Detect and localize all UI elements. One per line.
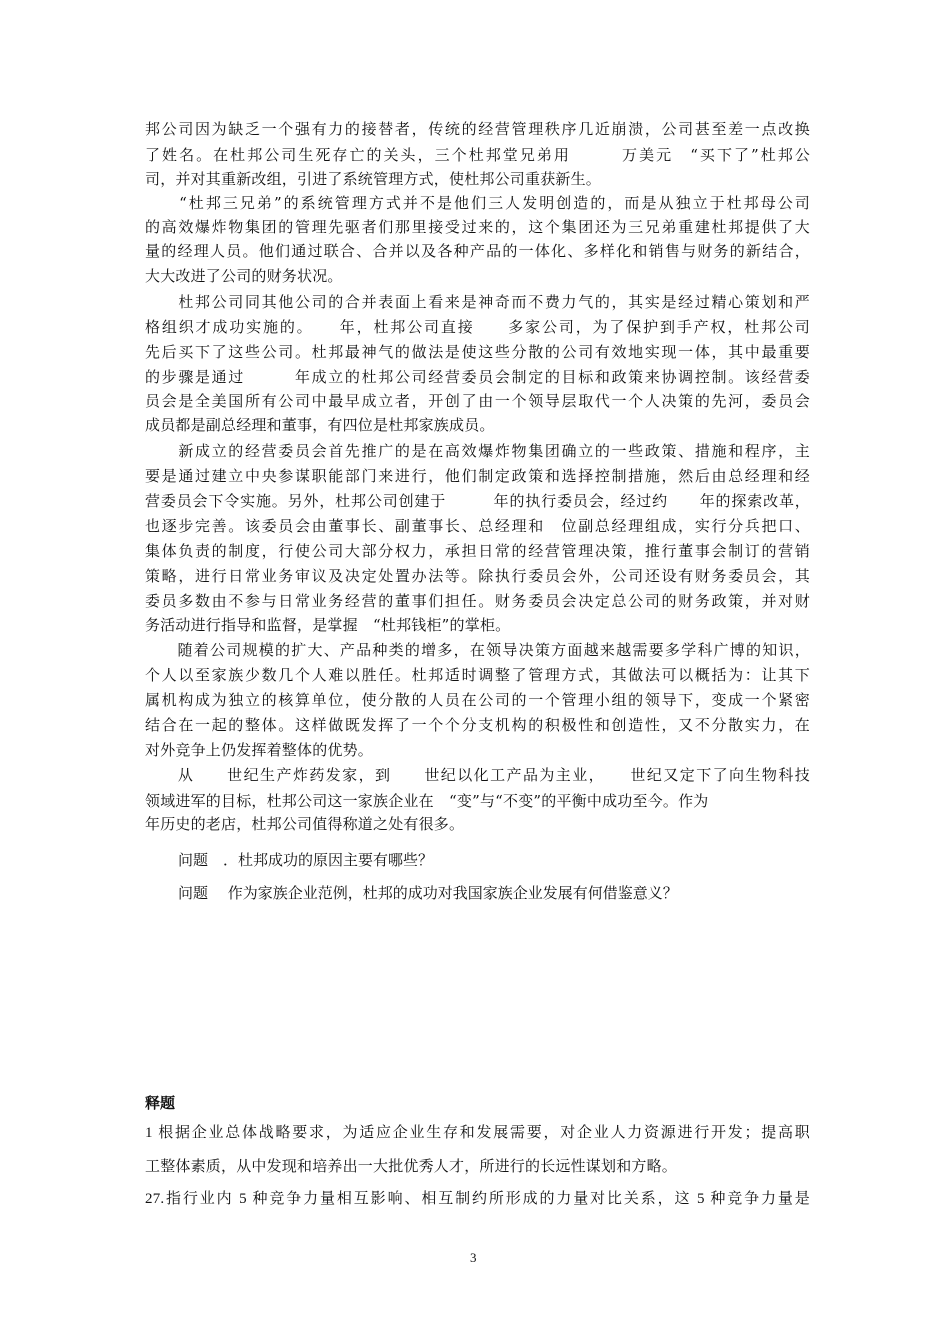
paragraph-line: 量的经理人员。他们通过联合、合并以及各种产品的一体化、多样化和销售与财务的新结合，	[145, 242, 810, 260]
section-heading: 释题	[145, 1094, 176, 1112]
paragraph-line: “杜邦三兄弟”的系统管理方式并不是他们三人发明创造的，而是从独立于杜邦母公司	[145, 194, 810, 212]
answer-line: 工整体素质，从中发现和培养出一大批优秀人才，所进行的长远性谋划和方略。	[145, 1159, 678, 1175]
paragraph-line: 也逐步完善。该委员会由董事长、副董事长、总经理和 位副总经理组成，实行分兵把口、	[145, 517, 810, 535]
paragraph-line: 成员都是副总经理和董事，有四位是杜邦家族成员。	[145, 416, 495, 434]
answer-line: 1 根据企业总体战略要求，为适应企业生存和发展需要，对企业人力资源进行开发；提高职	[145, 1125, 810, 1141]
question-1: 问题 ．杜邦成功的原因主要有哪些？	[178, 851, 434, 869]
paragraph-line: 员会是全美国所有公司中最早成立者，开创了由一个领导层取代一个人决策的先河，委员会	[145, 392, 810, 410]
paragraph-line: 属机构成为独立的核算单位，使分散的人员在公司的一个管理小组的领导下，变成一个紧密	[145, 691, 810, 709]
paragraph-line: 对外竞争上仍发挥着整体的优势。	[145, 741, 374, 759]
paragraph-line: 司，并对其重新改组，引进了系统管理方式，使杜邦公司重获新生。	[145, 170, 602, 188]
paragraph-line: 策略，进行日常业务审议及决定处置办法等。除执行委员会外，公司还设有财务委员会，其	[145, 567, 810, 585]
paragraph-line: 先后买下了这些公司。杜邦最神气的做法是使这些分散的公司有效地实现一体，其中最重要	[145, 343, 810, 361]
paragraph-line: 杜邦公司同其他公司的合并表面上看来是神奇而不费力气的，其实是经过精心策划和严	[145, 293, 810, 311]
paragraph-line: 领域进军的目标，杜邦公司这一家族企业在 “变”与“不变”的平衡中成功至今。作为	[145, 792, 709, 810]
paragraph-line: 要是通过建立中央参谋职能部门来进行，他们制定政策和选择控制措施，然后由总经理和经	[145, 467, 810, 485]
page-number: 3	[470, 1250, 477, 1265]
paragraph-line: 从 世纪生产炸药发家，到 世纪以化工产品为主业， 世纪又定下了向生物科技	[145, 766, 810, 784]
paragraph-line: 年历史的老店，杜邦公司值得称道之处有很多。	[145, 815, 465, 833]
paragraph-line: 务活动进行指导和监督，是掌握 “杜邦钱柜”的掌柜。	[145, 616, 511, 634]
paragraph-line: 个人以至家族少数几个人难以胜任。杜邦适时调整了管理方式，其做法可以概括为：让其下	[145, 666, 810, 684]
paragraph-line: 大大改进了公司的财务状况。	[145, 267, 343, 285]
paragraph-line: 营委员会下令实施。另外，杜邦公司创建于 年的执行委员会，经过约 年的探索改革，	[145, 492, 810, 510]
paragraph-line: 的步骤是通过 年成立的杜邦公司经营委员会制定的目标和政策来协调控制。该经营委	[145, 368, 810, 386]
paragraph-line: 结合在一起的整体。这样做既发挥了一个个分支机构的积极性和创造性，又不分散实力，在	[145, 716, 810, 734]
paragraph-line: 集体负责的制度，行使公司大部分权力，承担日常的经营管理决策，推行董事会制订的营销	[145, 542, 810, 560]
paragraph-line: 委员多数由不参与日常业务经营的董事们担任。财务委员会决定总公司的财务政策，并对财	[145, 592, 810, 610]
paragraph-line: 的高效爆炸物集团的管理先驱者们那里接受过来的，这个集团还为三兄弟重建杜邦提供了大	[145, 218, 810, 236]
paragraph-line: 格组织才成功实施的。 年，杜邦公司直接 多家公司，为了保护到手产权，杜邦公司	[145, 318, 810, 336]
paragraph-line: 邦公司因为缺乏一个强有力的接替者，传统的经营管理秩序几近崩溃，公司甚至差一点改换	[145, 120, 810, 138]
paragraph-line: 了姓名。在杜邦公司生死存亡的关头，三个杜邦堂兄弟用 万美元 “买下了”杜邦公	[145, 146, 810, 164]
question-2: 问题 作为家族企业范例，杜邦的成功对我国家族企业发展有何借鉴意义？	[178, 884, 678, 902]
paragraph-line: 新成立的经营委员会首先推广的是在高效爆炸物集团确立的一些政策、措施和程序，主	[145, 442, 810, 460]
paragraph-line: 随着公司规模的扩大、产品种类的增多，在领导决策方面越来越需要多学科广博的知识，	[145, 641, 810, 659]
answer-line: 27.指行业内 5 种竞争力量相互影响、相互制约所形成的力量对比关系，这 5 种竞争力量是	[145, 1191, 810, 1207]
